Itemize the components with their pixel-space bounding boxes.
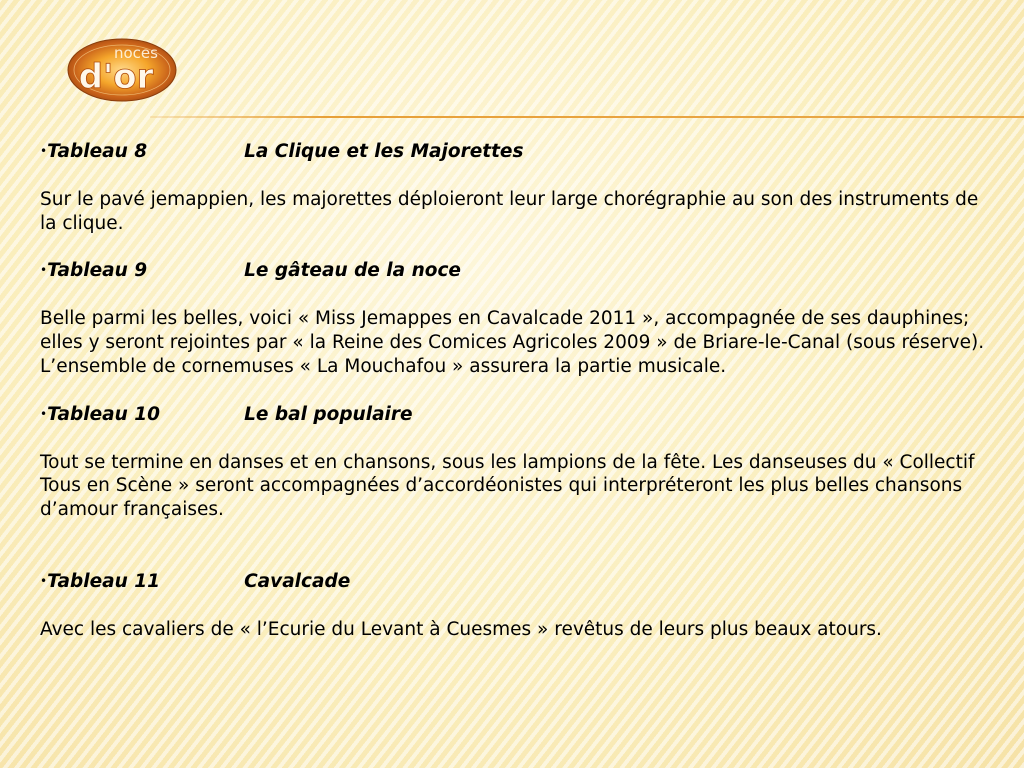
section-heading-tableau-11: [40, 570, 990, 594]
header-divider: [150, 116, 1024, 118]
tableau-number: Tableau 9: [47, 260, 148, 282]
tableau-title: Cavalcade: [244, 570, 351, 592]
tableau-title: Le gâteau de la noce: [244, 260, 461, 282]
tableau-number: Tableau 8: [47, 141, 148, 162]
tableau-number: Tableau 10: [47, 403, 160, 425]
section-text-tableau-9: Belle parmi les belles, voici « Miss Jemappes en Cavalcade 2011 », accompagnée de ses dauphines; elles y seront rejointes par « la Reine des Comices Agricoles 2009 » de Briare-le-Canal (sous réserve). L’ensemble de cornemuses « La Mouchafou » assurera la partie musicale.: [40, 308, 985, 377]
section-text-tableau-8: Sur le pavé jemappien, les majorettes déploieront leur large chorégraphie au son des instruments de la clique.: [40, 189, 979, 234]
bullet-icon: •: [40, 573, 48, 588]
tableau-number: Tableau 11: [47, 570, 160, 592]
bullet-icon: •: [40, 144, 48, 158]
noces-dor-logo: [62, 34, 182, 106]
slide-body: [40, 140, 990, 641]
tableau-title: La Clique et les Majorettes: [244, 141, 524, 162]
logo-graphic: [62, 34, 182, 106]
section-text-tableau-10: Tout se termine en danses et en chansons, sous les lampions de la fête. Les danseuses du « Collectif Tous en Scène » seront accompagnées d’accordéonistes qui interpréteront les plus belles chansons d’amour françaises.: [40, 451, 975, 520]
section-heading-tableau-9: [40, 259, 990, 283]
tableau-title: Le bal populaire: [244, 403, 413, 425]
bullet-icon: •: [40, 263, 48, 278]
section-text-tableau-11: Avec les cavaliers de « l’Ecurie du Levant à Cuesmes » revêtus de leurs plus beaux atours.: [40, 618, 882, 640]
logo-text-main: d'or: [78, 57, 154, 97]
section-heading-tableau-8: [40, 140, 990, 164]
section-heading-tableau-10: [40, 403, 990, 427]
logo-text-top: noces: [114, 44, 158, 62]
bullet-icon: •: [40, 406, 48, 421]
